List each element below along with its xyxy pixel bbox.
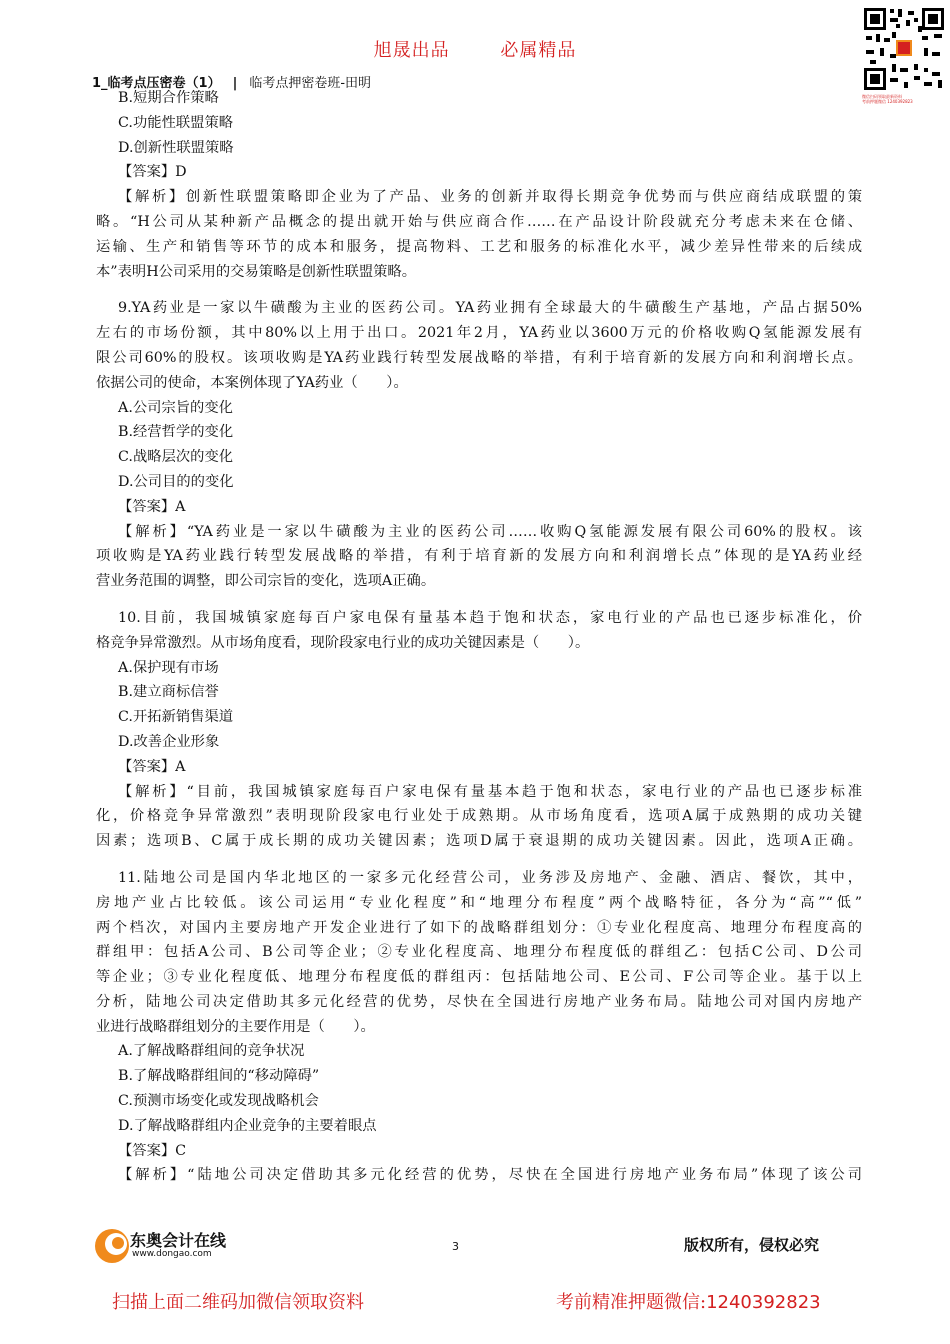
text-line: 格竞争异常激烈。从市场角度看，现阶段家电行业的成功关键因素是（ ）。 (96, 634, 590, 651)
header-separator: | (232, 76, 238, 91)
qr-note (862, 94, 948, 104)
copyright: 版权所有，侵权必究 (684, 1236, 820, 1254)
text-line: 【解析】创新性联盟策略即企业为了产品、业务的创新并取得长期竞争优势而与供应商结成联盟的策 (118, 189, 862, 206)
text-line: 化，价格竞争异常激烈”表明现阶段家电行业处于成熟期。从市场角度看，选项A属于成熟期的成功关键 (96, 808, 862, 825)
text-line: C.开拓新销售渠道 (118, 709, 234, 726)
text-line: 限公司60%的股权。该项收购是YA药业践行转型发展战略的举措，有利于培育新的发展方向和利润增长点。 (96, 349, 862, 366)
text-line: 房地产业占比较低。该公司运用“专业化程度”和“地理分布程度”两个战略特征，各分为“高”“低” (96, 894, 862, 911)
text-line: 【答案】D (118, 164, 187, 181)
text-line: C.战略层次的变化 (118, 449, 234, 466)
text-line: B.了解战略群组间的“移动障碍” (118, 1068, 320, 1085)
text-line: 项收购是YA药业践行转型发展战略的举措，有利于培育新的发展方向和利润增长点”体现的是YA药业经 (96, 548, 862, 565)
text-line: 分析，陆地公司决定借助其多元化经营的优势，尽快在全国进行房地产业务布局。陆地公司对国内房地产 (96, 993, 862, 1010)
logo-name: 东奥会计在线 (130, 1231, 227, 1250)
text-line: B.建立商标信誉 (118, 684, 219, 701)
text-line: 业进行战略群组划分的主要作用是（ ）。 (96, 1018, 375, 1035)
page-number: 3 (452, 1240, 459, 1253)
document-body (96, 86, 862, 1188)
bottom-banner-left: 扫描上面二维码加微信领取资料 (112, 1292, 364, 1313)
bottom-banner-right-number: 1240392823 (706, 1292, 821, 1313)
top-banner-right: 必属精品 (500, 40, 577, 61)
text-line: C.预测市场变化或发现战略机会 (118, 1093, 319, 1110)
text-line: 【答案】A (118, 758, 186, 775)
text-line: 10.目前，我国城镇家庭每百户家电保有量基本趋于饱和状态，家电行业的产品也已逐步标准化，价 (118, 609, 862, 626)
text-line: 左右的市场份额，其中80%以上用于出口。2021年2月，YA药业以3600万元的价格收购Q氢能源发展有 (96, 325, 862, 342)
qr-note-line2: 考前押题微信 1240392823 (862, 99, 913, 104)
text-line: A.公司宗旨的变化 (118, 399, 233, 416)
text-line: 【解析】“陆地公司决定借助其多元化经营的优势，尽快在全国进行房地产业务布局”体现了该公司 (118, 1167, 862, 1184)
text-line: 等企业；③专业化程度低、地理分布程度低的群组丙：包括陆地公司、E公司、F公司等企业。基于以上 (96, 969, 862, 986)
text-line: D.改善企业形象 (118, 733, 220, 750)
qr-note-line1: 微信扫码领取最新资料 (862, 94, 902, 99)
text-line: C.功能性联盟策略 (118, 114, 234, 131)
top-banner-left: 旭晟出品 (373, 40, 450, 61)
text-line: 本”表明H公司采用的交易策略是创新性联盟策略。 (96, 263, 417, 280)
bottom-banner-right-label: 考前精准押题微信: (556, 1292, 707, 1313)
text-line: 【解析】“目前，我国城镇家庭每百户家电保有量基本趋于饱和状态，家电行业的产品也已逐步标准 (118, 783, 862, 800)
qr-code-icon (862, 6, 946, 92)
logo-url: www.dongao.com (132, 1249, 212, 1259)
text-line: 群组甲：包括A公司、B公司等企业；②专业化程度高、地理分布程度低的群组乙：包括C公司、D公司 (96, 944, 862, 961)
text-line: B.短期合作策略 (118, 90, 219, 106)
text-line: A.了解战略群组间的竞争状况 (118, 1043, 305, 1060)
text-line: D.创新性联盟策略 (118, 139, 234, 156)
text-line: 因素；选项B、C属于成长期的成功关键因素；选项D属于衰退期的成功关键因素。因此，选项A正确。 (96, 833, 862, 850)
paragraph-gap (96, 284, 862, 296)
text-line: 【答案】C (118, 1142, 187, 1159)
text-line: 依据公司的使命，本案例体现了YA药业（ ）。 (96, 374, 408, 391)
bottom-banner-right (556, 1288, 821, 1314)
header-course: 临考点押密卷班-田明 (249, 76, 372, 91)
text-line: B.经营哲学的变化 (118, 424, 234, 441)
dongao-logo (92, 1226, 232, 1266)
text-line: D.了解战略群组内企业竞争的主要着眼点 (118, 1117, 377, 1134)
text-line: 略。“H公司从某种新产品概念的提出就开始与供应商合作……在产品设计阶段就充分考虑未来在仓储、 (96, 213, 862, 230)
text-line: 运输、生产和销售等环节的成本和服务，提高物料、工艺和服务的标准化水平，减少差异性带来的后续成 (96, 238, 862, 255)
header-title: 1_临考点压密卷（1） (92, 76, 221, 91)
text-line: 【答案】A (118, 498, 186, 515)
text-line: 11.陆地公司是国内华北地区的一家多元化经营公司，业务涉及房地产、金融、酒店、餐饮，其中， (118, 869, 862, 886)
text-line: 两个档次，对国内主要房地产开发企业进行了如下的战略群组划分：①专业化程度高、地理分布程度高的 (96, 919, 862, 936)
top-banner (0, 36, 950, 62)
text-line: 【解析】“YA药业是一家以牛磺酸为主业的医药公司……收购Q氢能源发展有限公司60%的股权。该 (118, 523, 862, 540)
qr-code (862, 6, 946, 92)
paragraph-gap (96, 594, 862, 606)
text-line: 9.YA药业是一家以牛磺酸为主业的医药公司。YA药业拥有全球最大的牛磺酸生产基地，产品占据50% (118, 300, 862, 317)
paragraph-gap (96, 854, 862, 866)
dongao-logo-icon (92, 1226, 132, 1266)
text-line: A.保护现有市场 (118, 659, 219, 676)
text-line: 营业务范围的调整，即公司宗旨的变化，选项A正确。 (96, 573, 436, 590)
text-line: D.公司目的的变化 (118, 473, 234, 490)
